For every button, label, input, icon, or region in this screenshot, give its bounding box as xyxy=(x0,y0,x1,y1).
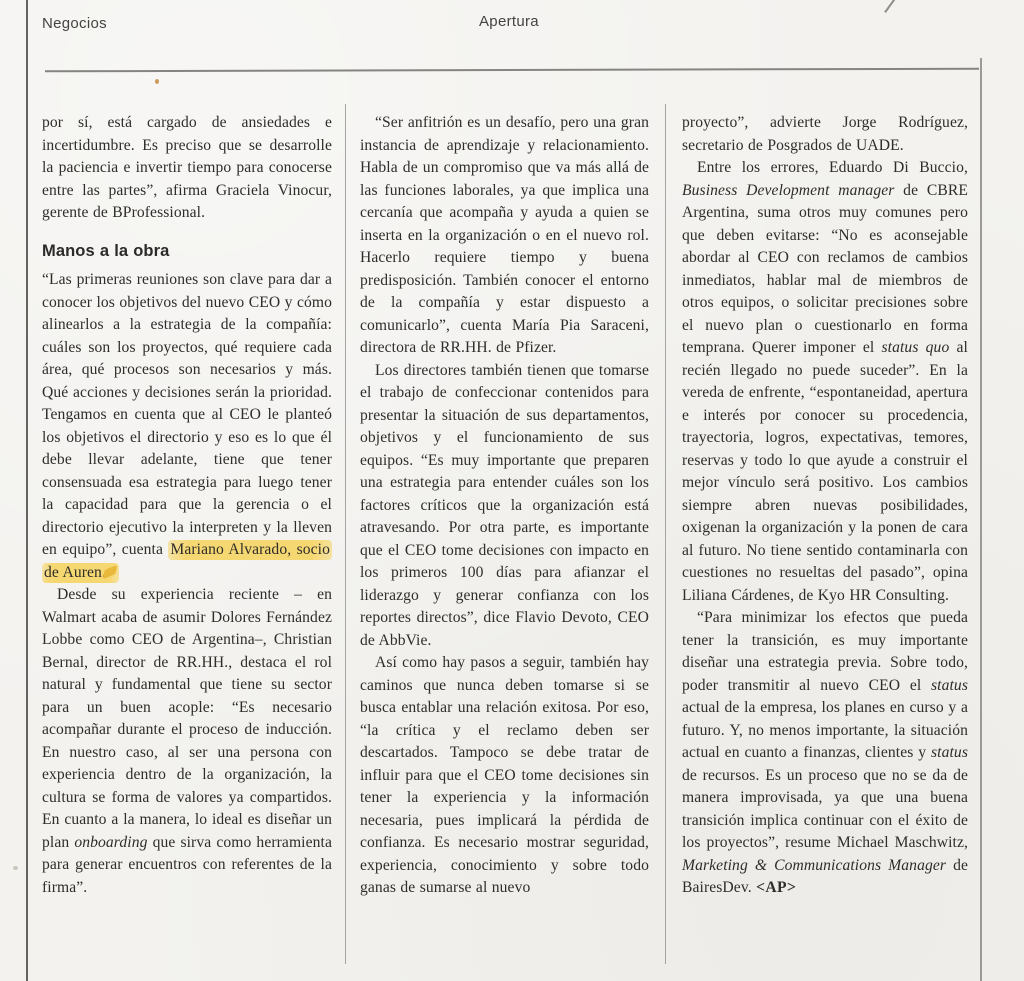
column-divider-1 xyxy=(345,104,346,964)
section-label: Negocios xyxy=(42,15,107,32)
scan-mark xyxy=(884,0,896,13)
text-segment: Desde su experiencia reciente – en Walmart acaba de asumir Dolores Fernández Lobbe como CEO de Argentina–, Christian Bernal, director de RR.HH., destaca el rol natural y fundamental que tiene su sector para un buen acople: “Es necesario acompañar durante el proceso de inducción. En nuestro caso, al ser una persona con experiencia dentro de la organización, la cultura se forma de valores ya compartidos. En cuanto a la manera, lo ideal es diseñar un plan xyxy=(42,586,332,851)
text-segment: Así como hay pasos a seguir, también hay caminos que nunca deben tomarse si se busca entablar una relación exitosa. Por eso, “la crítica y el reclamo deben ser descartados. Tampoco se debe tratar de influir para que el CEO tome decisiones sin tener la experiencia y la información necesaria, pues implicará la pérdida de confianza. Es necesario mostrar seguridad, experiencia, conocimiento y sobre todo ganas de sumarse al nuevo xyxy=(360,654,649,896)
text-segment: de CBRE Argentina, suma otros muy comunes pero que deben evitarse: “No es aconsejable abordar al CEO con reclamos de cambios inmediatos, hablar mal de miembros de otros equipos, o solicitar precisiones sobre el nuevo plan o cuestionarlo en forma temprana. Querer imponer el xyxy=(682,181,968,356)
article-column-2 xyxy=(360,112,649,900)
text-segment: status xyxy=(931,676,968,694)
text-segment: status quo xyxy=(881,339,950,356)
paragraph xyxy=(42,269,332,584)
paragraph xyxy=(42,584,332,899)
scan-speck xyxy=(155,79,159,84)
header-rule xyxy=(45,68,979,72)
paragraph xyxy=(682,607,968,900)
article-column-1 xyxy=(42,112,332,899)
column-divider-2 xyxy=(665,104,666,964)
text-segment: onboarding xyxy=(74,833,148,851)
page-right-edge-line xyxy=(980,58,982,981)
text-segment: al recién llegado no puede suceder”. En la vereda de enfrente, “espontaneidad, apertura e interés por conocer su procedencia, trayectoria, logros, expectativas, temores, reservas y todo lo que ayude a construir el mejor vínculo será positivo. Los cambios siempre abren nuevas posibilidades, oxigenan la organización y la ponen de cara al futuro. No tiene sentido contaminarla con cuestiones no resueltas del pasado”, opina Liliana Cárdenes, de Kyo HR Consulting. xyxy=(682,339,968,604)
text-segment: status xyxy=(931,744,968,761)
text-segment: de recursos. Es un proceso que no se da de manera improvisada, ya que una buena transición implica continuar con el éxito de los proyectos”, resume Michael Maschwitz, xyxy=(682,766,968,851)
text-segment: <AP> xyxy=(756,879,797,896)
text-segment: “Para minimizar los efectos que pueda tener la transición, es muy importante diseñar una estrategia previa. Sobre todo, poder transmitir al nuevo CEO el xyxy=(682,609,968,694)
paragraph xyxy=(682,157,968,607)
section-subheading: Manos a la obra xyxy=(42,241,170,260)
publication-label: Apertura xyxy=(479,13,539,30)
text-segment: de BairesDev. xyxy=(682,856,968,896)
text-segment: “Las primeras reuniones son clave para dar a conocer los objetivos del nuevo CEO y cómo alinearlos a la estrategia de la compañía: cuáles son los proyectos, qué requiere cada área, qué procesos son necesarios y más. Qué acciones y decisiones serán la prioridad. Tengamos en cuenta que al CEO le planteó los objetivos el directorio y eso es lo que él debe llevar adelante, tiene que tener consensuada esa estrategia para luego tener la capacidad para que la gerencia o el directorio ejecutivo la interpreten y la lleven en equipo”, cuenta xyxy=(42,271,332,558)
page-left-edge-line xyxy=(26,0,28,981)
text-segment: Business Development manager xyxy=(682,181,895,199)
text-segment: por sí, está cargado de ansiedades e incertidumbre. Es preciso que se desarrolle la paciencia e invertir tiempo para conocerse entre las partes”, afirma Graciela Vinocur, gerente de BProfessional. xyxy=(42,114,332,221)
highlighted-text: Mariano Alvarado, socio de Auren. xyxy=(44,541,331,581)
paragraph xyxy=(360,112,649,360)
text-segment: que sirva como herramienta para generar encuentros con referentes de la firma”. xyxy=(42,833,332,896)
text-segment: “Ser anfitrión es un desafío, pero una gran instancia de aprendizaje y relacionamiento. Habla de un compromiso que va más allá de las funciones laborales, ya que implica una cercanía que acompaña y ayuda a quien se inserta en la organización o en el nuevo rol. Hacerlo requiere tiempo y buena predisposición. También conocer el entorno de la compañía y estar dispuesto a comunicarlo”, cuenta María Pia Saraceni, directora de RR.HH. de Pfizer. xyxy=(360,114,649,356)
article-column-3 xyxy=(682,112,968,900)
scan-speck xyxy=(13,866,18,870)
paragraph xyxy=(360,360,649,653)
paragraph xyxy=(42,112,332,225)
text-segment: Los directores también tienen que tomarse el trabajo de confeccionar contenidos para presentar la situación de sus departamentos, objetivos y el funcionamiento de sus equipos. “Es muy importante que preparen una estrategia para entender cuáles son los factores críticos que la organización está atravesando. Por otra parte, es importante que el CEO tome decisiones con impacto en los primeros 100 días para afianzar el liderazgo y generar confianza con los reportes directos”, dice Flavio Devoto, CEO de AbbVie. xyxy=(360,361,649,649)
paragraph xyxy=(682,112,968,157)
text-segment: Marketing & Communications Manager xyxy=(682,856,947,874)
text-segment: actual de la empresa, los planes en curso y a futuro. Y, no menos importante, la situación actual en cuanto a finanzas, clientes y xyxy=(682,699,968,761)
paragraph xyxy=(360,652,649,900)
text-segment: Entre los errores, Eduardo Di Buccio, xyxy=(697,159,968,176)
text-segment: proyecto”, advierte Jorge Rodríguez, secretario de Posgrados de UADE. xyxy=(682,114,968,154)
